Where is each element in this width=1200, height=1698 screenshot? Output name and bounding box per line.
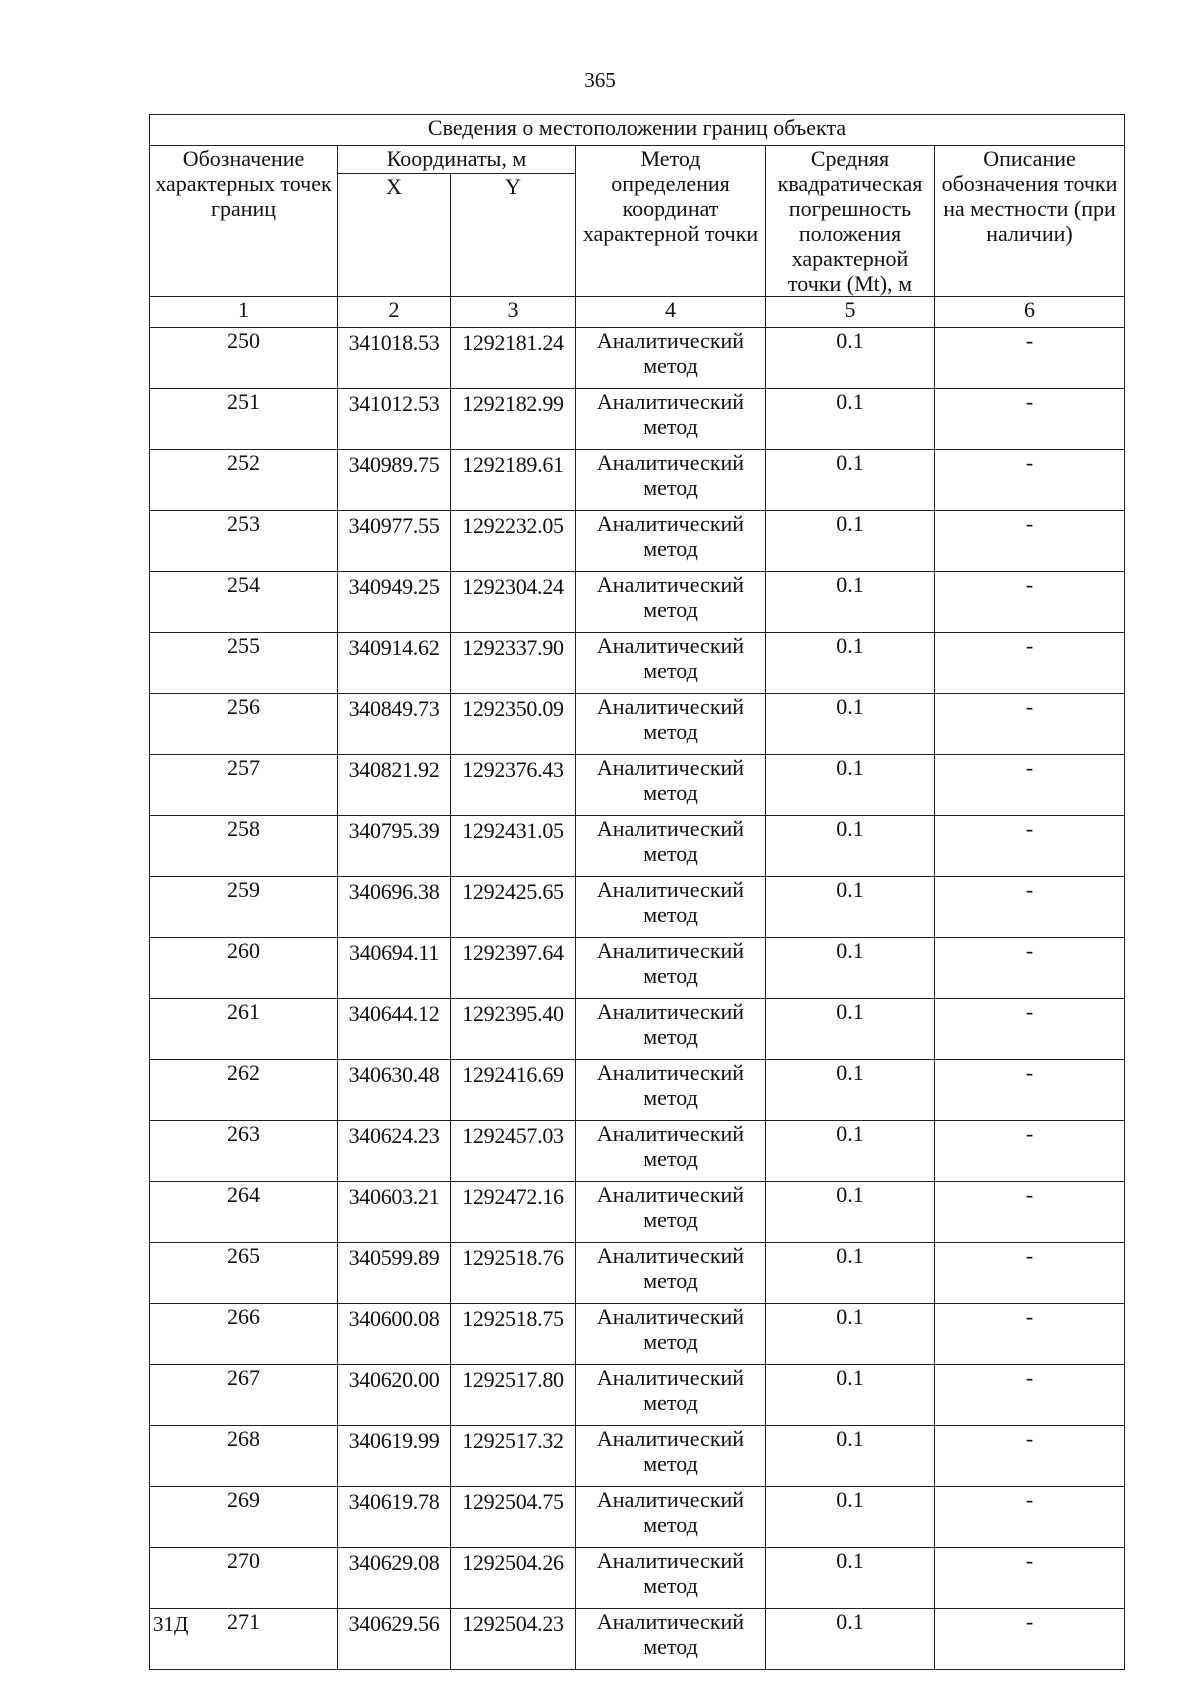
cell-accuracy: 0.1 <box>766 877 935 938</box>
cell-method: Аналитический метод <box>576 938 766 999</box>
cell-x: 340624.23 <box>338 1121 451 1182</box>
table-row <box>150 511 1125 572</box>
cell-point: 259 <box>150 877 338 938</box>
cell-method: Аналитический метод <box>576 999 766 1060</box>
cell-point: 262 <box>150 1060 338 1121</box>
cell-x: 340620.00 <box>338 1365 451 1426</box>
cell-point: 251 <box>150 389 338 450</box>
table-row <box>150 1426 1125 1487</box>
cell-method: Аналитический метод <box>576 572 766 633</box>
cell-x: 340914.62 <box>338 633 451 694</box>
cell-description: - <box>935 938 1125 999</box>
cell-y: 1292504.75 <box>451 1487 576 1548</box>
cell-method: Аналитический метод <box>576 1426 766 1487</box>
cell-y: 1292181.24 <box>451 328 576 389</box>
cell-description: - <box>935 1060 1125 1121</box>
page-number: 365 <box>584 68 616 92</box>
cell-x: 340599.89 <box>338 1243 451 1304</box>
cell-method: Аналитический метод <box>576 1609 766 1670</box>
cell-accuracy: 0.1 <box>766 1365 935 1426</box>
cell-point: 268 <box>150 1426 338 1487</box>
cell-y: 1292376.43 <box>451 755 576 816</box>
cell-x: 340619.78 <box>338 1487 451 1548</box>
cell-description: - <box>935 999 1125 1060</box>
cell-method: Аналитический метод <box>576 816 766 877</box>
column-number: 2 <box>338 297 451 328</box>
cell-description: - <box>935 633 1125 694</box>
cell-y: 1292350.09 <box>451 694 576 755</box>
cell-accuracy: 0.1 <box>766 633 935 694</box>
cell-point: 258 <box>150 816 338 877</box>
cell-description: - <box>935 511 1125 572</box>
cell-y: 1292416.69 <box>451 1060 576 1121</box>
cell-description: - <box>935 877 1125 938</box>
table-row <box>150 694 1125 755</box>
cell-y: 1292395.40 <box>451 999 576 1060</box>
cell-accuracy: 0.1 <box>766 1426 935 1487</box>
cell-point: 265 <box>150 1243 338 1304</box>
cell-y: 1292517.32 <box>451 1426 576 1487</box>
cell-y: 1292518.75 <box>451 1304 576 1365</box>
table-row <box>150 1609 1125 1670</box>
column-number: 1 <box>150 297 338 328</box>
header-description: Описание обозначения точки на местности (при наличии) <box>935 146 1125 297</box>
cell-accuracy: 0.1 <box>766 694 935 755</box>
cell-description: - <box>935 1548 1125 1609</box>
table-row <box>150 1121 1125 1182</box>
table-row <box>150 328 1125 389</box>
cell-point: 257 <box>150 755 338 816</box>
cell-accuracy: 0.1 <box>766 938 935 999</box>
table-row <box>150 938 1125 999</box>
cell-description: - <box>935 1487 1125 1548</box>
cell-x: 340849.73 <box>338 694 451 755</box>
header-coordinates: Координаты, м <box>338 146 576 174</box>
table-row <box>150 999 1125 1060</box>
cell-x: 340629.56 <box>338 1609 451 1670</box>
cell-method: Аналитический метод <box>576 1487 766 1548</box>
cell-accuracy: 0.1 <box>766 511 935 572</box>
cell-point: 250 <box>150 328 338 389</box>
cell-x: 340977.55 <box>338 511 451 572</box>
cell-method: Аналитический метод <box>576 450 766 511</box>
cell-x: 340821.92 <box>338 755 451 816</box>
cell-description: - <box>935 1426 1125 1487</box>
header-x: X <box>338 174 451 297</box>
cell-y: 1292504.23 <box>451 1609 576 1670</box>
cell-method: Аналитический метод <box>576 328 766 389</box>
column-number: 5 <box>766 297 935 328</box>
header-y: Y <box>451 174 576 297</box>
cell-method: Аналитический метод <box>576 389 766 450</box>
cell-x: 340696.38 <box>338 877 451 938</box>
table-row <box>150 633 1125 694</box>
cell-description: - <box>935 328 1125 389</box>
table-row <box>150 572 1125 633</box>
cell-x: 340630.48 <box>338 1060 451 1121</box>
cell-point: 254 <box>150 572 338 633</box>
cell-y: 1292517.80 <box>451 1365 576 1426</box>
cell-x: 340619.99 <box>338 1426 451 1487</box>
cell-description: - <box>935 1365 1125 1426</box>
cell-x: 341012.53 <box>338 389 451 450</box>
cell-x: 340600.08 <box>338 1304 451 1365</box>
column-number: 4 <box>576 297 766 328</box>
cell-description: - <box>935 694 1125 755</box>
cell-y: 1292189.61 <box>451 450 576 511</box>
cell-y: 1292304.24 <box>451 572 576 633</box>
cell-x: 341018.53 <box>338 328 451 389</box>
table-row <box>150 755 1125 816</box>
cell-accuracy: 0.1 <box>766 389 935 450</box>
cell-description: - <box>935 755 1125 816</box>
table-row <box>150 1304 1125 1365</box>
cell-x: 340644.12 <box>338 999 451 1060</box>
table-row <box>150 816 1125 877</box>
column-number-row <box>150 297 1125 328</box>
cell-point: 252 <box>150 450 338 511</box>
cell-description: - <box>935 1304 1125 1365</box>
column-number: 6 <box>935 297 1125 328</box>
table-row <box>150 1182 1125 1243</box>
cell-method: Аналитический метод <box>576 694 766 755</box>
cell-x: 340694.11 <box>338 938 451 999</box>
cell-description: - <box>935 1121 1125 1182</box>
cell-method: Аналитический метод <box>576 1243 766 1304</box>
cell-y: 1292182.99 <box>451 389 576 450</box>
table-caption: Сведения о местоположении границ объекта <box>150 115 1125 146</box>
cell-accuracy: 0.1 <box>766 1060 935 1121</box>
cell-description: - <box>935 816 1125 877</box>
cell-accuracy: 0.1 <box>766 1548 935 1609</box>
table-row <box>150 1060 1125 1121</box>
cell-method: Аналитический метод <box>576 511 766 572</box>
cell-y: 1292518.76 <box>451 1243 576 1304</box>
cell-accuracy: 0.1 <box>766 1304 935 1365</box>
cell-method: Аналитический метод <box>576 877 766 938</box>
cell-accuracy: 0.1 <box>766 1487 935 1548</box>
cell-accuracy: 0.1 <box>766 1609 935 1670</box>
table-row <box>150 389 1125 450</box>
cell-y: 1292472.16 <box>451 1182 576 1243</box>
cell-method: Аналитический метод <box>576 1182 766 1243</box>
cell-accuracy: 0.1 <box>766 328 935 389</box>
cell-point: 269 <box>150 1487 338 1548</box>
cell-x: 340603.21 <box>338 1182 451 1243</box>
cell-point: 264 <box>150 1182 338 1243</box>
cell-point: 271 <box>150 1609 338 1670</box>
cell-method: Аналитический метод <box>576 1365 766 1426</box>
cell-accuracy: 0.1 <box>766 450 935 511</box>
cell-point: 263 <box>150 1121 338 1182</box>
cell-y: 1292457.03 <box>451 1121 576 1182</box>
header-accuracy: Средняя квадратическая погрешность положения характерной точки (Mt), м <box>766 146 935 297</box>
cell-method: Аналитический метод <box>576 1304 766 1365</box>
table-row <box>150 450 1125 511</box>
cell-description: - <box>935 572 1125 633</box>
cell-accuracy: 0.1 <box>766 572 935 633</box>
table-row <box>150 1548 1125 1609</box>
cell-accuracy: 0.1 <box>766 999 935 1060</box>
cell-y: 1292337.90 <box>451 633 576 694</box>
cell-description: - <box>935 1243 1125 1304</box>
cell-y: 1292397.64 <box>451 938 576 999</box>
cell-method: Аналитический метод <box>576 1121 766 1182</box>
header-method: Метод определения координат характерной точки <box>576 146 766 297</box>
column-number: 3 <box>451 297 576 328</box>
boundary-coordinates-table <box>149 114 1125 1670</box>
table-body <box>150 328 1125 1670</box>
cell-description: - <box>935 389 1125 450</box>
cell-description: - <box>935 450 1125 511</box>
cell-x: 340795.39 <box>338 816 451 877</box>
table-row <box>150 877 1125 938</box>
cell-accuracy: 0.1 <box>766 755 935 816</box>
header-point: Обозначение характерных точек границ <box>150 146 338 297</box>
cell-accuracy: 0.1 <box>766 1243 935 1304</box>
cell-point: 256 <box>150 694 338 755</box>
cell-x: 340949.25 <box>338 572 451 633</box>
cell-method: Аналитический метод <box>576 755 766 816</box>
cell-point: 267 <box>150 1365 338 1426</box>
cell-accuracy: 0.1 <box>766 1121 935 1182</box>
cell-accuracy: 0.1 <box>766 1182 935 1243</box>
cell-point: 270 <box>150 1548 338 1609</box>
cell-x: 340989.75 <box>338 450 451 511</box>
cell-x: 340629.08 <box>338 1548 451 1609</box>
table-row <box>150 1365 1125 1426</box>
cell-method: Аналитический метод <box>576 633 766 694</box>
cell-point: 261 <box>150 999 338 1060</box>
cell-point: 260 <box>150 938 338 999</box>
cell-point: 266 <box>150 1304 338 1365</box>
cell-y: 1292504.26 <box>451 1548 576 1609</box>
cell-point: 253 <box>150 511 338 572</box>
table-row <box>150 1487 1125 1548</box>
cell-point: 255 <box>150 633 338 694</box>
cell-method: Аналитический метод <box>576 1060 766 1121</box>
cell-description: - <box>935 1609 1125 1670</box>
table-row <box>150 1243 1125 1304</box>
cell-accuracy: 0.1 <box>766 816 935 877</box>
cell-description: - <box>935 1182 1125 1243</box>
cell-y: 1292425.65 <box>451 877 576 938</box>
cell-method: Аналитический метод <box>576 1548 766 1609</box>
footer-code: 31Д <box>153 1612 189 1636</box>
cell-y: 1292232.05 <box>451 511 576 572</box>
cell-y: 1292431.05 <box>451 816 576 877</box>
